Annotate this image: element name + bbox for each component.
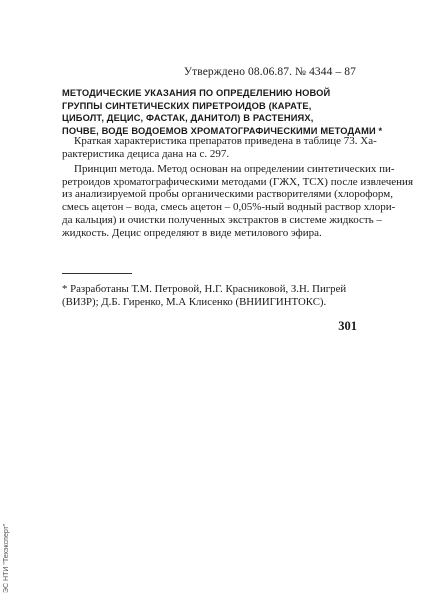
paragraph-line: Метод основан на определении синтетических пи- [154,163,395,175]
paragraph-line: смесь ацетон – вода, смесь ацетон – 0,05%-ный водный раствор хлори- [62,201,396,214]
document-title [62,87,383,137]
title-line: ЦИБОЛТ, ДЕЦИС, ФАСТАК, ДАНИТОЛ) В РАСТЕНИЯХ, [62,113,314,123]
paragraph-line: ретроидов хроматографическими методами (ГЖХ, ТСХ) после извлечения [62,175,414,188]
title-line: ГРУППЫ СИНТЕТИЧЕСКИХ ПИРЕТРОИДОВ (КАРАТЕ, [62,100,312,111]
paragraph-method-principle [62,163,414,239]
page-number: 301 [338,319,357,333]
paragraph-preparations [62,135,377,160]
paragraph-line: из анализируемой пробы органическими растворителями (хлороформ, [62,188,393,201]
paragraph-line: да кальция) и очистки полученных экстрактов в системе жидкость – [62,213,382,226]
footnote-separator [62,273,132,274]
footnote [62,283,362,309]
footnote-line: (ВИЗР); Д.Б. Гиренко, М.А Клисенко (ВНИИГИНТОКС). [62,296,327,308]
source-stamp: ЭС НТИ "Техэксперт" [3,523,10,593]
paragraph-line: жидкость. Децис определяют в виде метилового эфира. [62,226,322,239]
title-line: МЕТОДИЧЕСКИЕ УКАЗАНИЯ ПО ОПРЕДЕЛЕНИЮ НОВОЙ [62,88,331,98]
title-line: ПОЧВЕ, ВОДЕ ВОДОЕМОВ ХРОМАТОГРАФИЧЕСКИМИ МЕТОДАМИ * [62,125,383,136]
approval-note: Утверждено 08.06.87. № 4344 – 87 [183,66,356,78]
paragraph-line: рактеристика дециса дана на с. 297. [62,147,230,160]
method-principle-lead: Принцип метода. [74,163,155,175]
paragraph-line: Краткая характеристика препаратов приведена в таблице 73. Ха- [74,135,377,147]
footnote-line: * Разработаны Т.М. Петровой, Н.Г. Красниковой, З.Н. Пигрей [62,283,347,295]
